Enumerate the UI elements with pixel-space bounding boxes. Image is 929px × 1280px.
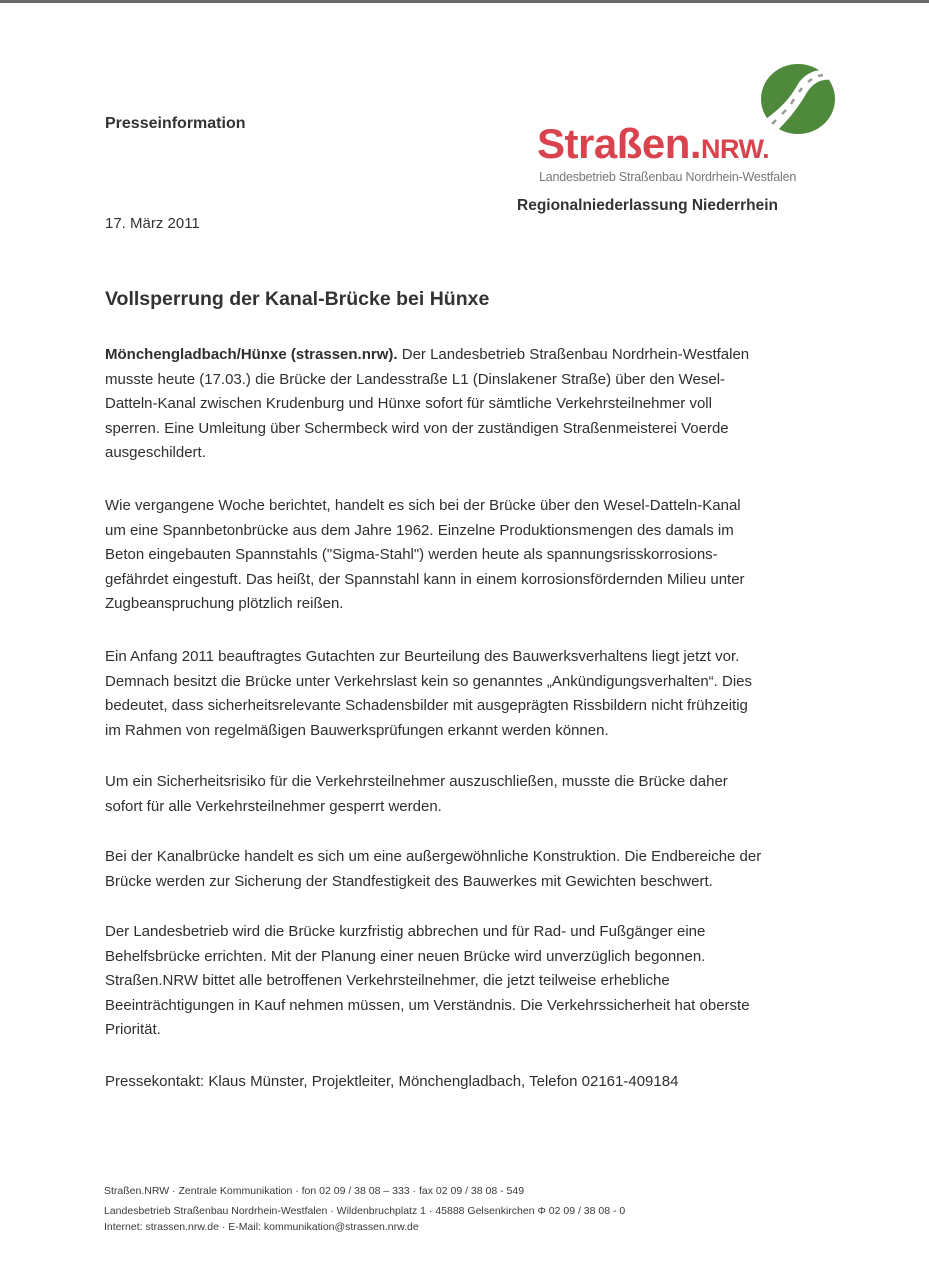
document-label: Presseinformation [105,115,246,132]
paragraph-line: sperren. Eine Umleitung über Schermbeck wird von der zuständigen Straßenmeisterei Voerde [105,419,729,437]
paragraph-line: Der Landesbetrieb wird die Brücke kurzfristig abbrechen und für Rad- und Fußgänger eine [105,923,706,940]
paragraph-line: Beton eingebauten Spannstahls ("Sigma-Stahl") werden heute als spannungsrisskorrosions- [105,546,718,563]
paragraph-2 [105,494,835,617]
paragraph-line: Ein Anfang 2011 beauftragtes Gutachten zur Beurteilung des Bauwerksverhaltens liegt jetzt vor. [105,648,740,665]
paragraph-line: Straßen.NRW bittet alle betroffenen Verkehrsteilnehmer, die jetzt teilweise erhebliche [105,972,670,989]
footer-line-internet: Internet: strassen.nrw.de · E-Mail: kommunikation@strassen.nrw.de [104,1221,419,1233]
footer-line-address: Landesbetrieb Straßenbau Nordrhein-Westfalen · Wildenbruchplatz 1 · 45888 Gelsenkirchen Φ 02 09 / 38 08 - 0 [104,1205,626,1217]
paragraph-line: sofort für alle Verkehrsteilnehmer gesperrt werden. [105,797,442,815]
paragraph-line: gefährdet eingestuft. Das heißt, der Spannstahl kann in einem korrosionsfördernden Milieu unter [105,570,745,588]
paragraph-line: Demnach besitzt die Brücke unter Verkehrslast kein so genanntes „Ankündigungsverhalten“. Dies [105,672,753,690]
headline: Vollsperrung der Kanal-Brücke bei Hünxe [105,288,490,310]
strassen-nrw-logo [530,60,850,220]
road-logo-icon [758,62,838,136]
paragraph-line: im Rahmen von regelmäßigen Bauwerksprüfungen erkannt werden können. [105,721,609,739]
paragraph-line: Brücke werden zur Sicherung der Standfestigkeit des Bauwerkes mit Gewichten beschwert. [105,872,713,890]
paragraph-4 [105,770,835,819]
logo-word-strassen: Straßen. [537,120,702,167]
footer-line-communication: Straßen.NRW · Zentrale Kommunikation · fon 02 09 / 38 08 – 333 · fax 02 09 / 38 08 - 549 [104,1185,525,1197]
paragraph-line: bedeutet, dass sicherheitsrelevante Schadensbilder mit ausgeprägten Rissbildern nicht frühzeitig [105,697,748,714]
paragraph-5 [105,845,835,894]
paragraph-line: Priorität. [105,1021,161,1038]
paragraph-line: um eine Spannbetonbrücke aus dem Jahre 1962. Einzelne Produktionsmengen des damals im [105,521,734,539]
logo-word-nrw: NRW. [701,134,770,164]
paragraph-line: Um ein Sicherheitsrisiko für die Verkehrsteilnehmer auszuschließen, musste die Brücke daher [105,773,728,790]
document-date: 17. März 2011 [105,215,200,232]
paragraph-line: musste heute (17.03.) die Brücke der Landesstraße L1 (Dinslakener Straße) über den Wesel- [105,370,726,388]
scan-edge-line [0,0,929,3]
paragraph-line: ausgeschildert. [105,444,206,461]
press-contact [105,1070,835,1095]
paragraph-line: Bei der Kanalbrücke handelt es sich um eine außergewöhnliche Konstruktion. Die Endbereiche der [105,848,762,865]
paragraph-3 [105,645,835,743]
paragraph-line: Wie vergangene Woche berichtet, handelt es sich bei der Brücke über den Wesel-Datteln-Kanal [105,497,741,514]
press-contact-line: Pressekontakt: Klaus Münster, Projektleiter, Mönchengladbach, Telefon 02161-409184 [105,1073,679,1090]
footer [104,1183,625,1235]
paragraph-line: Datteln-Kanal zwischen Krudenburg und Hünxe sofort für sämtliche Verkehrsteilnehmer voll [105,395,712,412]
paragraph-line: Beeinträchtigungen in Kauf nehmen müssen, um Verständnis. Die Verkehrssicherheit hat oberste [105,996,750,1014]
region-office: Regionalniederlassung Niederrhein [517,197,778,214]
paragraph-1 [105,343,835,466]
logo-subtitle: Landesbetrieb Straßenbau Nordrhein-Westfalen [539,170,797,184]
paragraph-line: Zugbeanspruchung plötzlich reißen. [105,595,344,612]
dateline: Mönchengladbach/Hünxe (strassen.nrw). [105,346,398,363]
logo-wordmark [537,120,769,168]
paragraph-6 [105,920,835,1043]
paragraph-line: Behelfsbrücke errichten. Mit der Planung einer neuen Brücke wird unverzüglich begonnen. [105,947,706,965]
paragraph-line: Mönchengladbach/Hünxe (strassen.nrw). Der Landesbetrieb Straßenbau Nordrhein-Westfalen [105,346,750,363]
